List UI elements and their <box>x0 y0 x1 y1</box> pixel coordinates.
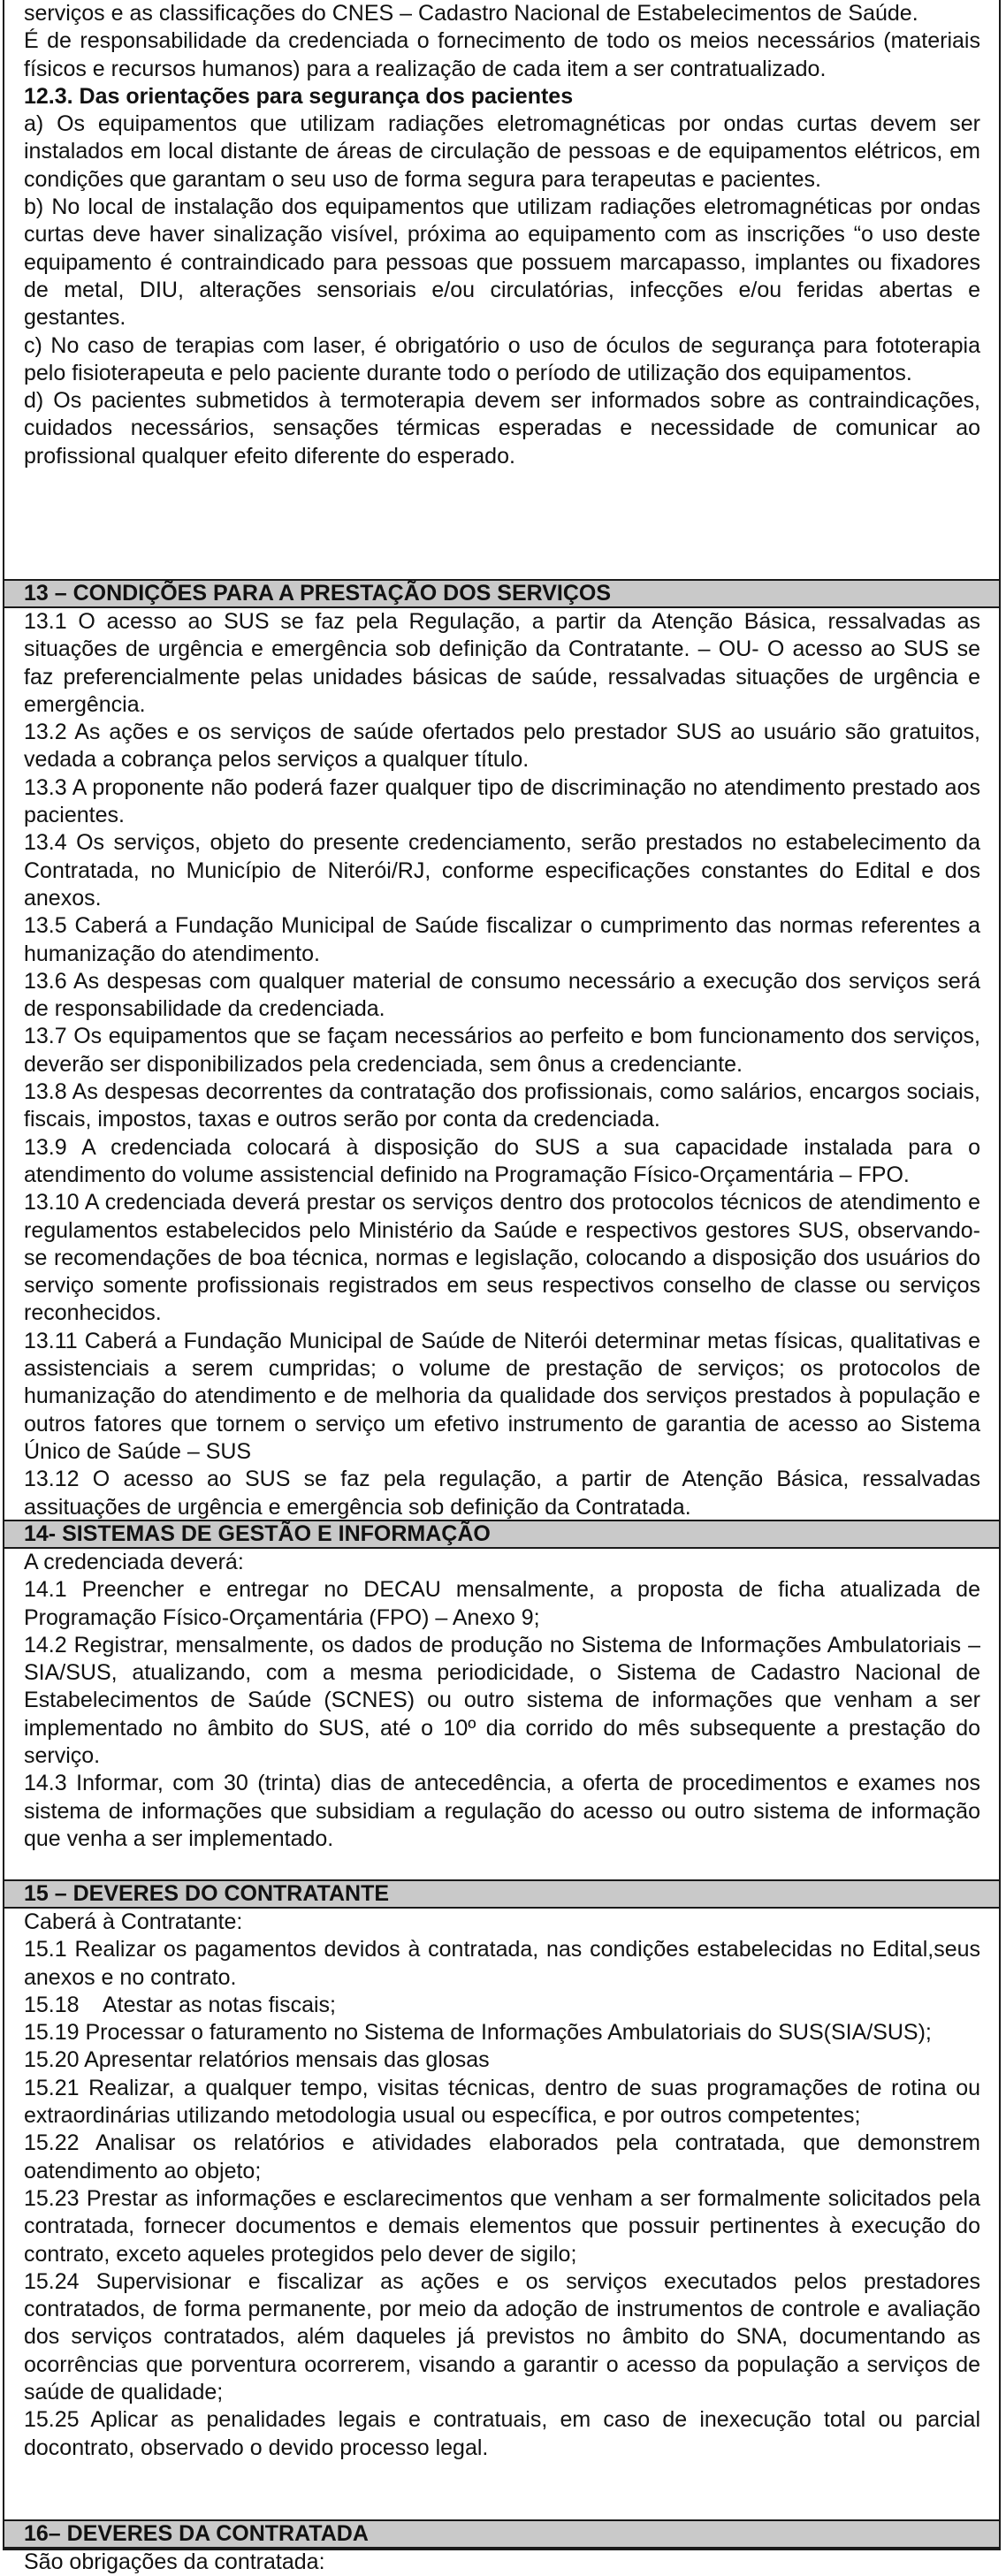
section-12-continuation <box>4 0 999 579</box>
paragraph: b) No local de instalação dos equipamentos que utilizam radiações eletromagnéticas por ondas curtas deve haver sinalização visível, próxima ao equipamento com as inscrições “o uso deste equipamento é contraindicado para pessoas que possuem marcapasso, implantes ou fixadores de metal, DIU, alterações sensoriais e/ou circulatórias, infecções e/ou feridas abertas e gestantes. <box>24 194 980 331</box>
paragraph: 14.3 Informar, com 30 (trinta) dias de antecedência, a oferta de procedimentos e exames nos sistema de informações que subsidiam a regulação do acesso ou outro sistema de informação que venha a ser implementado. <box>24 1771 980 1851</box>
paragraph: 15.25 Aplicar as penalidades legais e contratuais, em caso de inexecução total ou parcial docontrato, observado o devido processo legal. <box>24 2407 980 2460</box>
section-header-16: 16– DEVERES DA CONTRATADA <box>4 2519 999 2549</box>
paragraph: c) No caso de terapias com laser, é obrigatório o uso de óculos de segurança para fototerapia pelo fisioterapeuta e pelo paciente durante todo o período de utilização dos equipamentos. <box>24 332 980 385</box>
paragraph: 15.23 Prestar as informações e esclarecimentos que venham a ser formalmente solicitados pela contratada, fornecer documentos e demais elementos que possuir pertinentes à execução do contrato, exceto aqueles protegidos pelo dever de sigilo; <box>24 2185 980 2267</box>
subsection-heading: 12.3. Das orientações para segurança dos pacientes <box>24 83 574 109</box>
paragraph: 13.6 As despesas com qualquer material de consumo necessário a execução dos serviços será de responsabilidade da credenciada. <box>24 968 980 1022</box>
paragraph: 13.9 A credenciada colocará à disposição do SUS a sua capacidade instalada para o atendimento do volume assistencial definido na Programação Físico-Orçamentária – FPO. <box>24 1134 980 1187</box>
document-page <box>3 0 1001 2574</box>
paragraph: 15.24 Supervisionar e fiscalizar as ações e os serviços executados pelos prestadores contratados, de forma permanente, por meio da adoção de instrumentos de controle e avaliação dos serviços contratados, além daqueles já previstos no âmbito do SNA, documentando as ocorrências que porventura ocorrerem, visando a garantir o acesso da população a serviços de saúde de qualidade; <box>24 2268 980 2405</box>
paragraph: serviços e as classificações do CNES – Cadastro Nacional de Estabelecimentos de Saúde. <box>24 1 918 26</box>
paragraph: a) Os equipamentos que utilizam radiações eletromagnéticas por ondas curtas devem ser instalados em local distante de áreas de circulação de pessoas e de equipamentos elétricos, em condições que garantam o seu uso de forma segura para terapeutas e pacientes. <box>24 111 980 192</box>
paragraph: 13.1 O acesso ao SUS se faz pela Regulação, a partir da Atenção Básica, ressalvadas as situações de urgência e emergência sob definição da Contratante. – OU- O acesso ao SUS se faz preferencialmente pelas unidades básicas de saúde, ressalvadas situações de urgência e emergência. <box>24 609 980 717</box>
section-header-15: 15 – DEVERES DO CONTRATANTE <box>4 1879 999 1909</box>
paragraph: 14.1 Preencher e entregar no DECAU mensalmente, a proposta de ficha atualizada de Programação Físico-Orçamentária (FPO) – Anexo 9; <box>24 1577 980 1630</box>
paragraph: 13.4 Os serviços, objeto do presente credenciamento, serão prestados no estabelecimento da Contratada, no Município de Niterói/RJ, conforme especificações constantes do Edital e dos anexos. <box>24 830 980 911</box>
paragraph: A credenciada deverá: <box>24 1550 244 1574</box>
paragraph: 15.18 Atestar as notas fiscais; <box>24 1992 336 2017</box>
paragraph: 13.10 A credenciada deverá prestar os serviços dentro dos protocolos técnicos de atendimento e regulamentos estabelecidos pelo Ministério da Saúde e respectivos gestores SUS, observando-se recomendações de boa técnica, normas e legislação, colocando a disposição dos usuários do serviço somente profissionais registrados em seus respectivos conselho de classe ou serviços reconhecidos. <box>24 1190 980 1326</box>
paragraph: 15.20 Apresentar relatórios mensais das glosas <box>24 2047 490 2073</box>
section-16 <box>4 2549 999 2576</box>
paragraph: 13.12 O acesso ao SUS se faz pela regulação, a partir de Atenção Básica, ressalvadas assituações de urgência e emergência sob definição da Contratada. <box>24 1467 980 1520</box>
paragraph: Caberá à Contratante: <box>24 1909 243 1934</box>
paragraph: 13.11 Caberá a Fundação Municipal de Saúde de Niterói determinar metas físicas, qualitativas e assistenciais a serem cumpridas; o volume de prestação de serviços; os protocolos de humanização do atendimento e de melhoria da qualidade dos serviços prestados à população e outros fatores que tornem o serviço um efetivo instrumento de garantia de acesso ao Sistema Único de Saúde – SUS <box>24 1328 980 1464</box>
paragraph: 13.8 As despesas decorrentes da contratação dos profissionais, como salários, encargos sociais, fiscais, impostos, taxas e outros serão por conta da credenciada. <box>24 1079 980 1132</box>
section-header-13: 13 – CONDIÇÕES PARA A PRESTAÇÃO DOS SERVIÇOS <box>4 579 999 608</box>
paragraph: d) Os pacientes submetidos à termoterapia devem ser informados sobre as contraindicações, cuidados necessários, sensações térmicas esperadas e necessidade de comunicar ao profissional qualquer efeito diferente do esperado. <box>24 388 980 469</box>
section-14 <box>4 1549 999 1879</box>
paragraph: 14.2 Registrar, mensalmente, os dados de produção no Sistema de Informações Ambulatoriais – SIA/SUS, atualizando, com a mesma periodicidade, o Sistema de Cadastro Nacional de Estabelecimentos de Saúde (SCNES) ou outro sistema de informações que venham a ser implementado no âmbito do SUS, até o 10º dia corrido do mês subsequente a prestação do serviço. <box>24 1632 980 1769</box>
paragraph: 15.22 Analisar os relatórios e atividades elaborados pela contratada, que demonstrem oatendimento ao objeto; <box>24 2130 980 2184</box>
paragraph: 13.5 Caberá a Fundação Municipal de Saúde fiscalizar o cumprimento das normas referentes a humanização do atendimento. <box>24 913 980 966</box>
paragraph: São obrigações da contratada: <box>24 2549 325 2574</box>
section-header-14: 14- SISTEMAS DE GESTÃO E INFORMAÇÃO <box>4 1520 999 1549</box>
section-15 <box>4 1909 999 2519</box>
paragraph: 15.1 Realizar os pagamentos devidos à contratada, nas condições estabelecidas no Edital,seus anexos e no contrato. <box>24 1937 980 1990</box>
paragraph: 13.3 A proponente não poderá fazer qualquer tipo de discriminação no atendimento prestado aos pacientes. <box>24 774 980 828</box>
paragraph: 15.19 Processar o faturamento no Sistema de Informações Ambulatoriais do SUS(SIA/SUS); <box>24 2020 932 2046</box>
paragraph: 13.2 As ações e os serviços de saúde ofertados pelo prestador SUS ao usuário são gratuitos, vedada a cobrança pelos serviços a qualquer título. <box>24 720 980 773</box>
paragraph: 13.7 Os equipamentos que se façam necessários ao perfeito e bom funcionamento dos serviços, deverão ser disponibilizados pela credenciada, sem ônus a credenciante. <box>24 1024 980 1077</box>
paragraph: 15.21 Realizar, a qualquer tempo, visitas técnicas, dentro de suas programações de rotina ou extraordinárias utilizando metodologia usual ou específica, e por outros competentes; <box>24 2075 980 2129</box>
section-13 <box>4 608 999 1520</box>
paragraph: É de responsabilidade da credenciada o fornecimento de todo os meios necessários (materiais físicos e recursos humanos) para a realização de cada item a ser contratualizado. <box>24 28 980 81</box>
